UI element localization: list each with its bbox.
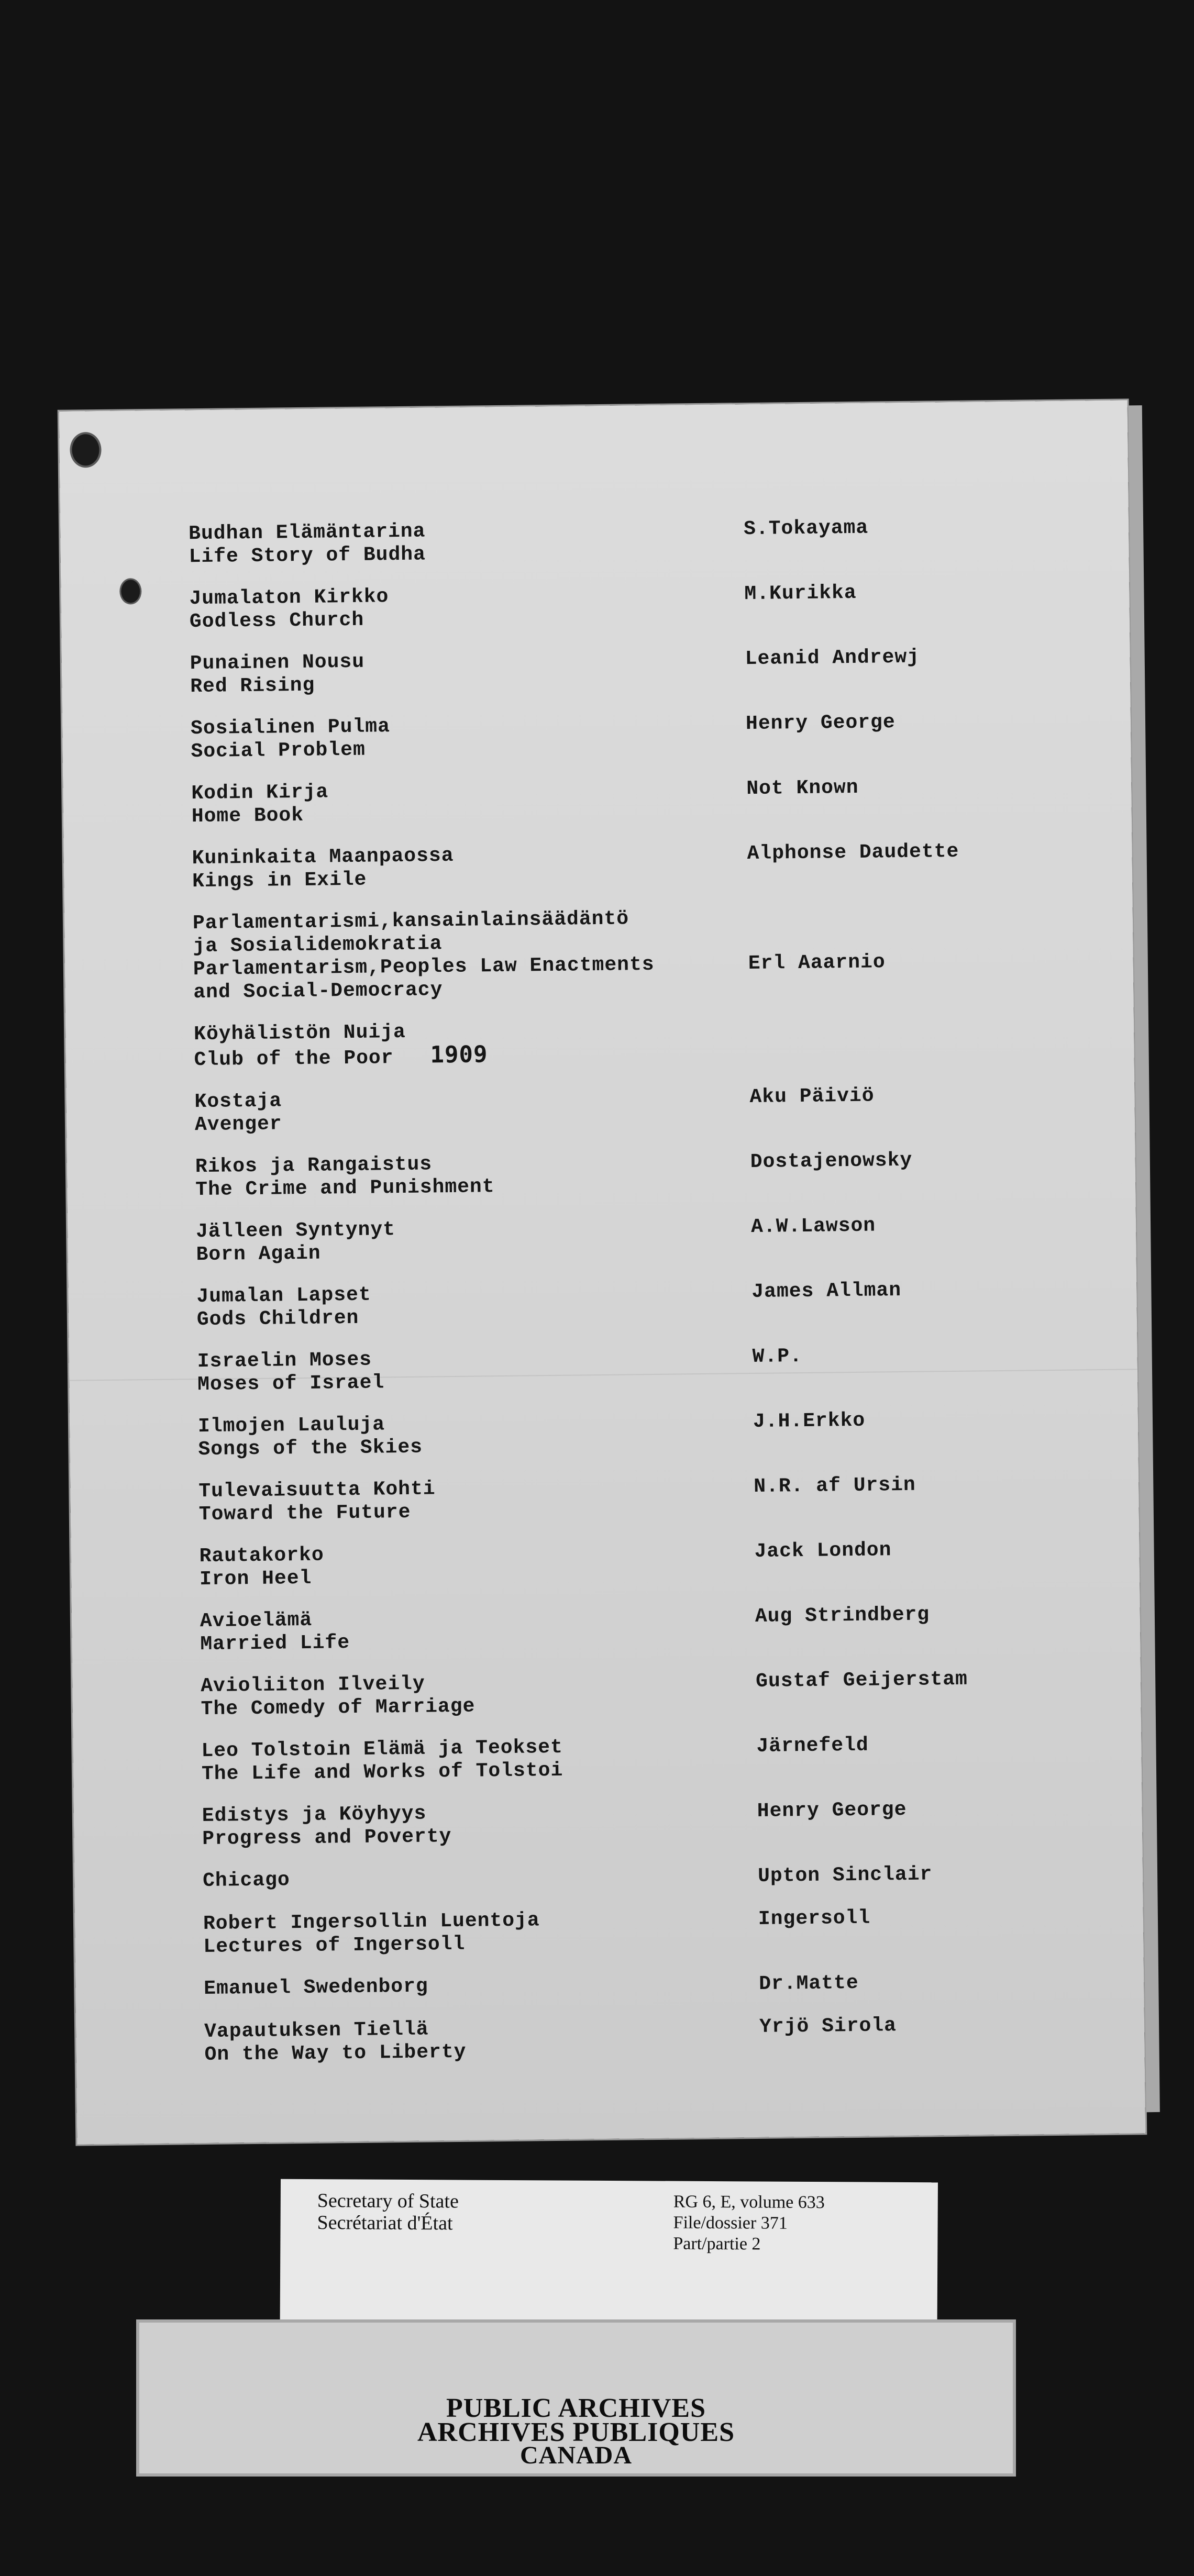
book-title-translation: Social Problem — [191, 738, 366, 763]
list-item — [194, 1082, 1043, 1137]
book-title-translation: Toward the Future — [198, 1501, 411, 1526]
list-item — [191, 773, 1040, 828]
book-title-translation: Lectures of Ingersoll — [203, 1933, 466, 1959]
book-author: S.Tokayama — [743, 516, 869, 541]
stamp-line: PUBLIC ARCHIVES — [446, 2393, 706, 2423]
book-author: Järnefeld — [756, 1734, 869, 1758]
book-title-translation: Red Rising — [190, 674, 315, 698]
list-item — [201, 1666, 1049, 1721]
list-item — [190, 643, 1039, 698]
book-author — [749, 1014, 1042, 1018]
page-edge — [1129, 405, 1160, 2112]
book-title: Sosialinen Pulma — [190, 715, 391, 740]
book-author: Jack London — [754, 1539, 892, 1563]
list-item — [196, 1276, 1045, 1331]
book-titles — [191, 777, 705, 828]
book-title: Kuninkaita Maanpaossa — [192, 844, 454, 870]
list-item — [189, 514, 1037, 569]
book-title: Jälleen Syntynyt — [195, 1218, 396, 1243]
book-title-translation: Born Again — [196, 1242, 321, 1267]
book-title-translation: ja Sosialidemokratia — [193, 932, 443, 958]
book-titles — [190, 647, 704, 698]
book-titles — [191, 712, 704, 763]
book-titles — [196, 1280, 710, 1331]
punch-hole — [119, 578, 142, 604]
book-titles — [198, 1410, 712, 1461]
book-titles — [201, 1735, 715, 1786]
book-title: Kodin Kirja — [191, 781, 329, 805]
book-author: Not Known — [746, 776, 859, 801]
book-titles — [203, 1907, 717, 1959]
book-title: Israelin Moses — [197, 1348, 372, 1373]
handwritten-annotation: 1909 — [430, 1041, 488, 1069]
book-title-translation: Progress and Poverty — [202, 1825, 452, 1851]
label-line: File/dossier 371 — [673, 2213, 788, 2233]
book-title-translation: On the Way to Liberty — [204, 2040, 467, 2067]
book-titles — [194, 1018, 707, 1072]
document-page — [59, 400, 1146, 2144]
list-item — [194, 1014, 1043, 1072]
book-title: Ilmojen Lauluja — [197, 1413, 385, 1438]
list-item — [193, 903, 1042, 1004]
list-item — [192, 838, 1041, 893]
book-titles — [203, 1864, 716, 1893]
book-author: J.H.Erkko — [753, 1409, 866, 1433]
book-title: Kostaja — [194, 1090, 282, 1114]
list-item — [197, 1341, 1046, 1396]
book-titles — [204, 2015, 718, 2067]
book-title-translation: Life Story of Budha — [189, 543, 426, 569]
book-titles — [202, 1800, 716, 1851]
book-title: Jumalaton Kirkko — [189, 585, 389, 610]
book-title-translation: Songs of the Skies — [198, 1436, 423, 1461]
book-author: Yrjö Sirola — [759, 2014, 897, 2038]
book-author: Erl Aaarnio — [748, 951, 886, 975]
stamp-line: CANADA — [520, 2441, 632, 2469]
punch-hole — [70, 432, 102, 468]
book-title: Avioelämä — [200, 1608, 313, 1633]
list-item — [189, 579, 1038, 634]
book-author: Aku Päiviö — [749, 1084, 875, 1109]
book-author: W.P. — [752, 1345, 803, 1369]
label-reference — [673, 2192, 825, 2256]
book-titles — [198, 1475, 712, 1526]
book-author: Upton Sinclair — [757, 1863, 933, 1887]
book-author: Alphonse Daudette — [747, 840, 959, 865]
book-author: Gustaf Geijerstam — [755, 1668, 968, 1693]
book-title: Budhan Elämäntarina — [188, 520, 426, 546]
archives-stamp — [136, 2319, 1016, 2477]
book-author: James Allman — [751, 1279, 902, 1304]
list-item — [195, 1147, 1044, 1202]
book-title-translation: Iron Heel — [199, 1567, 312, 1591]
book-author: A.W.Lawson — [750, 1214, 876, 1239]
label-line: Part/partie 2 — [673, 2234, 761, 2254]
label-line: Secretary of State — [317, 2190, 459, 2213]
book-titles — [196, 1215, 710, 1267]
book-author: N.R. af Ursin — [754, 1473, 916, 1498]
book-titles — [199, 1540, 713, 1591]
book-title: Robert Ingersollin Luentoja — [203, 1909, 540, 1936]
list-item — [191, 708, 1040, 763]
book-title-translation: and Social-Democracy — [193, 979, 443, 1004]
book-title: Edistys ja Köyhyys — [202, 1802, 427, 1828]
book-titles — [194, 1085, 708, 1137]
book-title-translation: Godless Church — [189, 608, 364, 634]
list-item — [203, 1904, 1052, 1959]
book-author: Leanid Andrewj — [745, 646, 920, 671]
book-author: Dr.Matte — [759, 1971, 859, 1995]
book-title: Avioliiton Ilveily — [201, 1672, 425, 1698]
list-item — [200, 1601, 1049, 1656]
book-titles — [201, 1670, 714, 1721]
list-item — [203, 1861, 1051, 1894]
book-title: Köyhälistön Nuija — [193, 1020, 406, 1046]
book-title: Chicago — [202, 1869, 290, 1893]
book-title-translation: Home Book — [191, 804, 304, 828]
book-titles — [200, 1605, 714, 1656]
label-department — [317, 2190, 459, 2234]
book-title: Parlamentarismi,kansainlainsäädäntö — [192, 907, 629, 935]
label-line: Secrétariat d'État — [317, 2212, 453, 2235]
book-title-translation: Moses of Israel — [197, 1371, 385, 1396]
book-title-translation: Gods Children — [196, 1306, 359, 1331]
book-titles — [204, 1972, 717, 2001]
list-item — [204, 2012, 1053, 2067]
list-item — [198, 1406, 1047, 1461]
book-title-translation: Avenger — [194, 1113, 282, 1137]
book-title: Jumalan Lapset — [196, 1283, 371, 1308]
list-item — [198, 1471, 1047, 1526]
stamp-line: ARCHIVES PUBLIQUES — [417, 2417, 735, 2447]
book-title-translation: The Life and Works of Tolstoi — [201, 1759, 563, 1786]
book-title-translation: Parlamentarism,Peoples Law Enactments — [193, 953, 655, 981]
book-title: Rautakorko — [199, 1544, 324, 1568]
book-author: Henry George — [757, 1798, 907, 1823]
book-title: Rikos ja Rangaistus — [195, 1153, 433, 1179]
list-item — [201, 1731, 1050, 1786]
list-item — [196, 1212, 1045, 1267]
book-title: Emanuel Swedenborg — [204, 1975, 428, 2001]
list-item — [204, 1969, 1052, 2002]
book-title-translation: Kings in Exile — [192, 868, 367, 893]
book-title: Tulevaisuutta Kohti — [198, 1478, 436, 1503]
book-title: Vapautuksen Tiellä — [204, 2018, 429, 2044]
book-titles — [189, 517, 702, 569]
label-line: RG 6, E, volume 633 — [673, 2192, 825, 2213]
book-titles — [189, 582, 703, 634]
book-author: Aug Strindberg — [755, 1603, 930, 1628]
book-list — [189, 514, 1053, 2085]
book-author: M.Kurikka — [744, 581, 857, 606]
book-title-translation: The Comedy of Marriage — [201, 1695, 476, 1721]
book-titles — [193, 907, 707, 1004]
book-author: Dostajenowsky — [750, 1149, 913, 1174]
book-title-translation — [194, 1041, 707, 1072]
book-title-text: Club of the Poor — [194, 1047, 394, 1072]
book-titles — [192, 842, 705, 893]
book-author: Ingersoll — [758, 1906, 871, 1930]
book-titles — [197, 1345, 711, 1396]
book-titles — [195, 1150, 709, 1202]
book-title-translation: The Crime and Punishment — [195, 1175, 495, 1202]
list-item — [199, 1536, 1048, 1591]
book-title: Leo Tolstoin Elämä ja Teokset — [201, 1736, 563, 1763]
book-title-translation: Married Life — [200, 1631, 350, 1656]
book-author: Henry George — [745, 711, 895, 736]
list-item — [202, 1796, 1051, 1851]
book-title: Punainen Nousu — [190, 650, 365, 675]
